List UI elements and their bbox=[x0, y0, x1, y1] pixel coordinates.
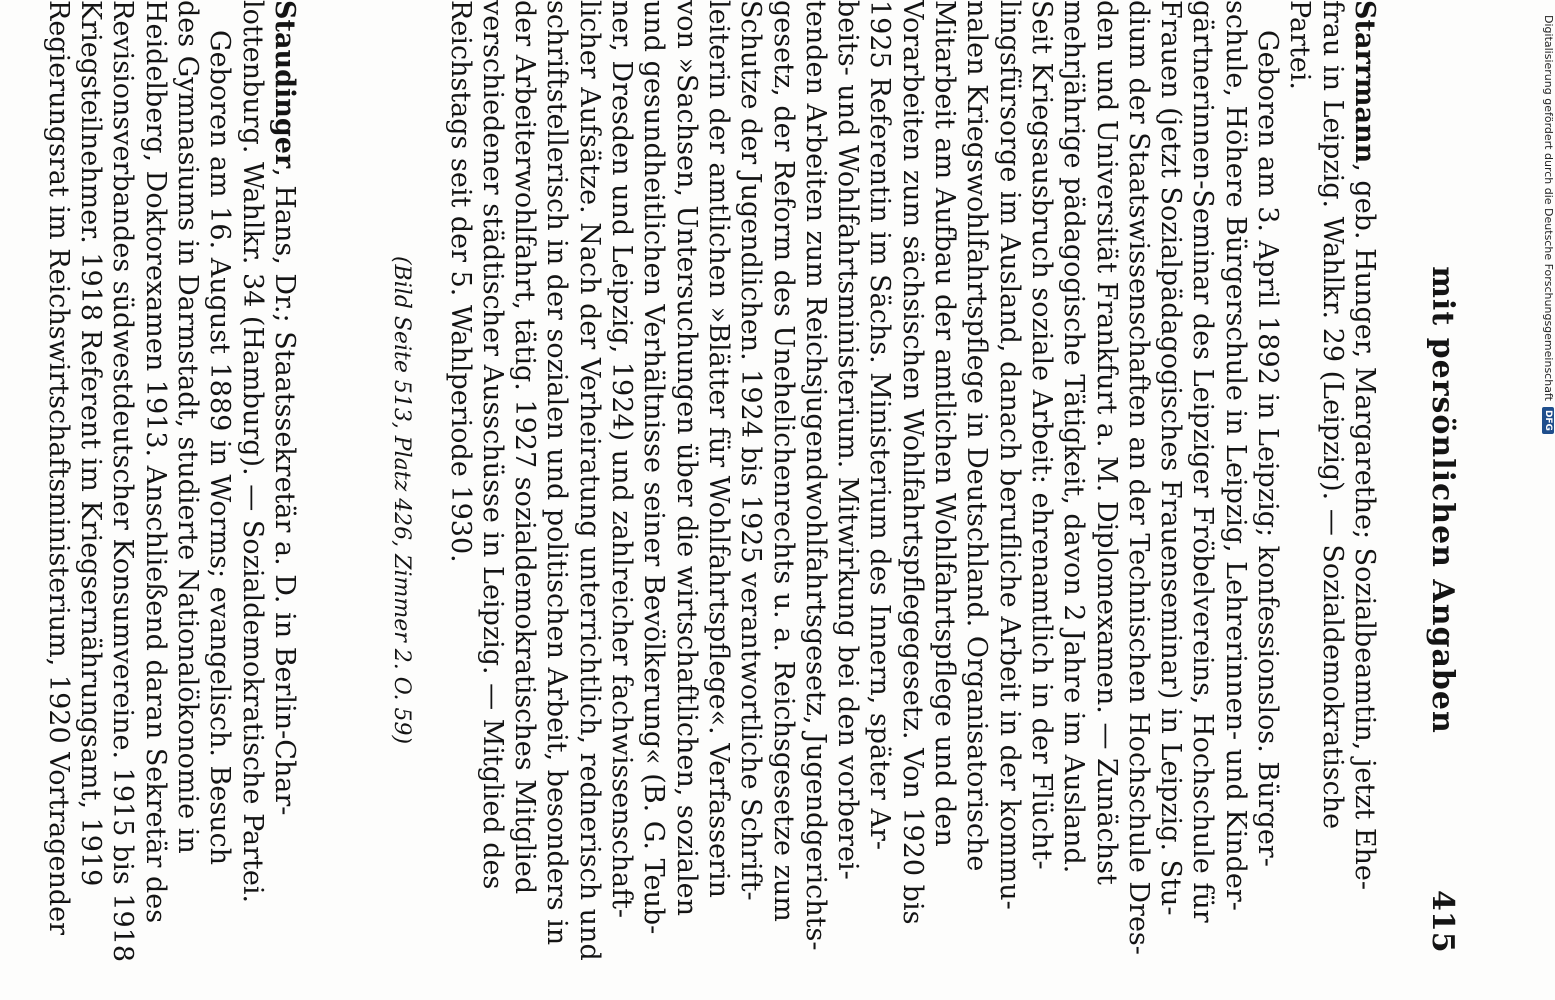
text-line: tenden Arbeiten zum Reichsjugendwohlfahrtsgesetz, Jugendgerichts- bbox=[799, 0, 831, 951]
text-line: Vorarbeiten zum sächsischen Wohlfahrtspflegegesetz. Von 1920 bis bbox=[896, 0, 928, 925]
text-line: und gesundheitlichen Verhältnisse seiner Bevölkerung« (B. G. Teub- bbox=[638, 0, 670, 935]
text-line: Mitarbeit am Aufbau der amtlichen Wohlfahrtspflege und den bbox=[929, 0, 961, 847]
text-line: dium der Staatswissenschaften an der Technischen Hochschule Dres- bbox=[1122, 0, 1154, 955]
text-line: gärtnerinnen-Seminar des Leipziger Fröbelvereins, Hochschule für bbox=[1187, 0, 1219, 923]
text-line: des Gymnasiums in Darmstadt, studierte Nationalökonomie in bbox=[172, 0, 204, 854]
credit-text: Digitalisierung gefördert durch die Deutsche Forschungsgemeinschaft bbox=[1542, 15, 1555, 401]
text-line: Partei. bbox=[1284, 0, 1316, 91]
text-line: 1925 Referentin im Sächs. Ministerium des Innern, später Ar- bbox=[864, 0, 896, 851]
text-line: mehrjährige pädagogische Tätigkeit, davon 2 Jahre im Ausland. bbox=[1058, 0, 1090, 874]
text-line: verschiedener städtischer Ausschüsse in Leipzig. — Mitglied des bbox=[476, 0, 508, 890]
page-number: 415 bbox=[1425, 890, 1460, 953]
text-line: lingsfürsorge im Ausland, danach berufliche Arbeit in der kommu- bbox=[993, 0, 1025, 910]
entry-surname: Staudinger bbox=[269, 0, 300, 169]
text-line: frau in Leipzig. Wahlkr. 29 (Leipzig). — Sozialdemokratische bbox=[1316, 0, 1348, 830]
text-line: ner, Dresden und Leipzig, 1924) und zahlreicher fachwissenschaft- bbox=[606, 0, 638, 919]
text-line: Reichstags seit der 5. Wahlperiode 1930. bbox=[444, 0, 476, 563]
text-line: licher Aufsätze. Nach der Verheiratung unterrichtlich, rednerisch und bbox=[573, 0, 605, 961]
digitization-credit bbox=[1542, 15, 1555, 975]
text-line: Kriegsteilnehmer. 1918 Referent im Kriegsernährungsamt, 1919 bbox=[75, 0, 107, 887]
text-line: Revisionsverbandes südwestdeutscher Konsumvereine. 1915 bis 1918 bbox=[107, 0, 139, 963]
entry-surname: Starrmann bbox=[1349, 0, 1380, 164]
text-line: Geboren am 16. August 1889 in Worms; evangelisch. Besuch bbox=[204, 30, 236, 866]
text-line: Heidelberg, Doktorexamen 1913. Anschließend daran Sekretär des bbox=[139, 0, 171, 924]
text-line: Starrmann, geb. Hunger, Margarethe; Sozialbeamtin, jetzt Ehe- bbox=[1349, 0, 1380, 891]
text-line: beits- und Wohlfahrtsministerium. Mitwirkung bei den vorberei- bbox=[832, 0, 864, 880]
text-line: gesetz, der Reform des Unehelichenrechts u. a. Reichsgesetze zum bbox=[767, 0, 799, 922]
text-line: der Arbeiterwohlfahrt, tätig. 1927 sozialdemokratisches Mitglied bbox=[509, 0, 541, 895]
text-line: Geboren am 3. April 1892 in Leipzig; konfessionslos. Bürger- bbox=[1252, 30, 1284, 867]
text-line: schule, Höhere Bürgerschule in Leipzig, Lehrerinnen- und Kinder- bbox=[1219, 0, 1251, 911]
text-line: leiterin der amtlichen »Blätter für Wohlfahrtspflege«. Verfasserin bbox=[703, 0, 734, 898]
text-line: schriftstellerisch in der sozialen und politischen Arbeit, besonders in bbox=[541, 0, 573, 946]
image-caption: (Bild Seite 513, Platz 426, Zimmer 2. O. 59) bbox=[389, 255, 414, 745]
running-header: mit persönlichen Angaben bbox=[1425, 266, 1460, 734]
text-line: den und Universität Frankfurt a. M. Diplomexamen. — Zunächst bbox=[1090, 0, 1122, 885]
text-line: von »Sachsen, Untersuchungen über die wirtschaftlichen, sozialen bbox=[670, 0, 702, 916]
text-line: lottenburg. Wahlkr. 34 (Hamburg). — Sozialdemokratische Partei. bbox=[236, 0, 268, 904]
text-line: Schutze der Jugendlichen. 1924 bis 1925 verantwortliche Schrift- bbox=[735, 0, 767, 901]
text-line: nalen Kriegswohlfahrtspflege in Deutschland. Organisatorische bbox=[961, 0, 993, 872]
text-line: Regierungsrat im Reichswirtschaftsministerium, 1920 Vortragender bbox=[42, 0, 74, 936]
text-line: Frauen (jetzt Sozialpädagogisches Frauenseminar) in Leipzig. Stu- bbox=[1155, 0, 1187, 916]
dfg-logo: DFG bbox=[1543, 407, 1555, 434]
text-line: Seit Kriegsausbruch soziale Arbeit: ehrenamtlich in der Flücht- bbox=[1026, 0, 1057, 870]
text-line: Staudinger, Hans, Dr.; Staatssekretär a. D. in Berlin-Char- bbox=[269, 0, 300, 816]
